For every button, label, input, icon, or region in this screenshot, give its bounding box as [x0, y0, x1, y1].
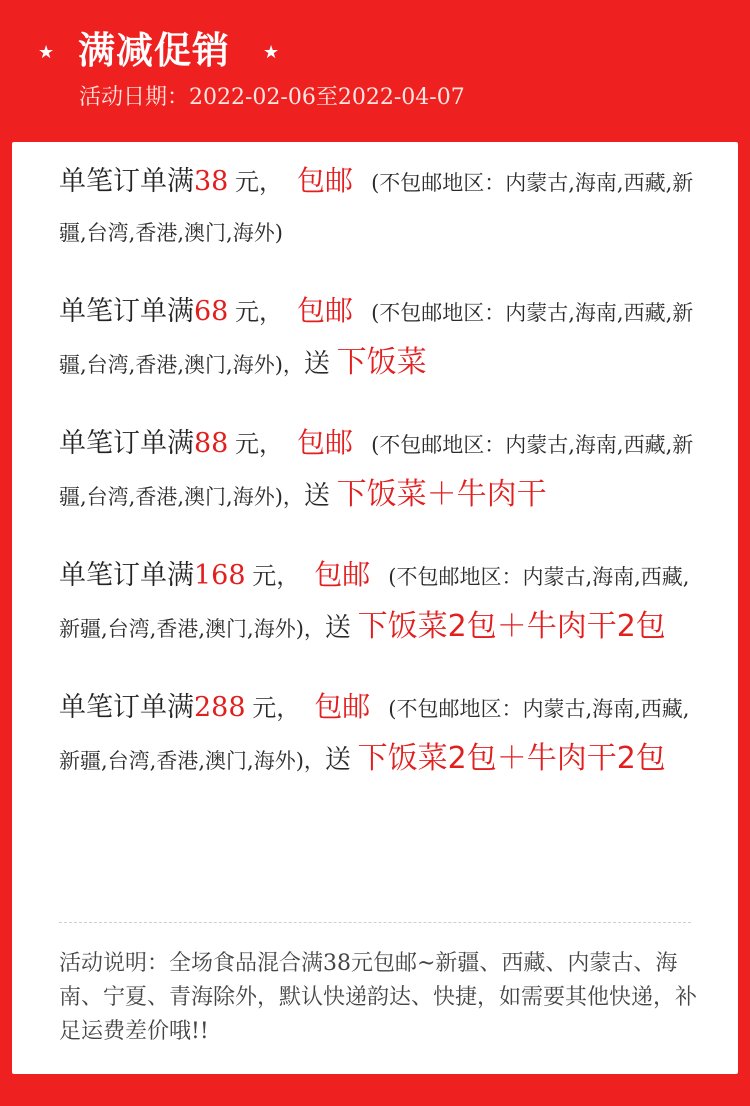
- rule-item: [59, 550, 699, 654]
- rule-amount: 168: [194, 560, 246, 591]
- shipping-exclusion: (不包邮地区：内蒙古,海南,西藏,新疆,台湾,香港,澳门,海外)，: [59, 433, 694, 509]
- shipping-exclusion: (不包邮地区：内蒙古,海南,西藏,新疆,台湾,香港,澳门,海外): [59, 171, 694, 245]
- free-shipping-label: 包邮: [314, 558, 371, 591]
- rule-item: [59, 418, 699, 522]
- star-icon: ★: [263, 42, 280, 63]
- gift-lead: 送: [324, 745, 351, 775]
- rule-amount: 68: [194, 296, 229, 327]
- rule-prefix: 单笔订单满: [59, 692, 194, 723]
- shipping-exclusion: (不包邮地区：内蒙古,海南,西藏,新疆,台湾,香港,澳门,海外)，: [59, 565, 690, 641]
- rule-prefix: 单笔订单满: [59, 166, 194, 197]
- free-shipping-label: 包邮: [297, 426, 354, 459]
- shipping-exclusion: (不包邮地区：内蒙古,海南,西藏,新疆,台湾,香港,澳门,海外)，: [59, 301, 694, 377]
- shipping-exclusion: (不包邮地区：内蒙古,海南,西藏,新疆,台湾,香港,澳门,海外)，: [59, 697, 690, 773]
- gift-label: 下饭菜2包＋牛肉干2包: [357, 741, 666, 776]
- rule-currency: 元，: [252, 562, 301, 590]
- rule-amount: 88: [194, 428, 229, 459]
- promo-card: [12, 142, 738, 1074]
- rule-prefix: 单笔订单满: [59, 296, 194, 327]
- gift-label: 下饭菜＋牛肉干: [336, 477, 547, 512]
- rule-prefix: 单笔订单满: [59, 560, 194, 591]
- rule-prefix: 单笔订单满: [59, 428, 194, 459]
- rule-currency: 元，: [235, 430, 284, 458]
- rule-item: [59, 682, 699, 786]
- gift-label: 下饭菜2包＋牛肉干2包: [357, 609, 666, 644]
- dashed-divider: [59, 922, 691, 923]
- gift-lead: 送: [303, 349, 330, 379]
- rule-currency: 元，: [235, 298, 284, 326]
- free-shipping-label: 包邮: [297, 294, 354, 327]
- rule-amount: 288: [194, 692, 246, 723]
- page-title: 满减促销: [78, 29, 230, 72]
- gift-label: 下饭菜: [336, 345, 427, 380]
- star-icon: ★: [38, 42, 55, 63]
- rule-amount: 38: [194, 166, 229, 197]
- rule-currency: 元，: [235, 168, 284, 196]
- free-shipping-label: 包邮: [297, 164, 354, 197]
- rules-list: [59, 156, 699, 814]
- rule-item: [59, 156, 699, 258]
- promo-header: [0, 0, 750, 142]
- rule-currency: 元，: [252, 694, 301, 722]
- activity-date: 活动日期：2022-02-06至2022-04-07: [79, 85, 465, 110]
- gift-lead: 送: [324, 613, 351, 643]
- activity-note: 活动说明：全场食品混合满38元包邮~新疆、西藏、内蒙古、海南、宁夏、青海除外，默认快递韵达、快捷，如需要其他快递，补足运费差价哦!!: [59, 951, 698, 1044]
- gift-lead: 送: [303, 481, 330, 511]
- rule-item: [59, 286, 699, 390]
- free-shipping-label: 包邮: [314, 690, 371, 723]
